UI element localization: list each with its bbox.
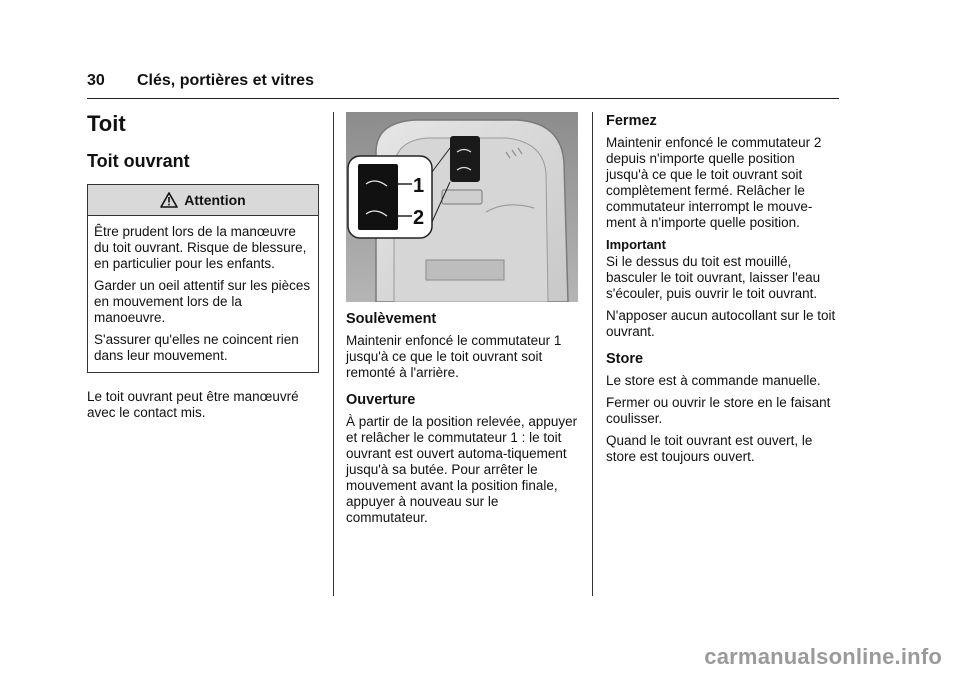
heading-soulevement: Soulèvement xyxy=(346,311,437,327)
attention-box xyxy=(87,184,319,373)
text-soulevement: Maintenir enfoncé le commutateur 1 jusqu'à ce que le toit ouvrant soit remonté à l'arrière. xyxy=(346,333,562,380)
attention-paragraph: Garder un oeil attentif sur les pièces en mouvement lors de la manoeuvre. xyxy=(94,278,311,325)
attention-paragraph: Être prudent lors de la manœuvre du toit ouvrant. Risque de blessure, en particulier pour les enfants. xyxy=(94,224,307,271)
column-divider-1 xyxy=(333,112,334,596)
sunroof-switch-illustration xyxy=(346,112,578,302)
heading-fermez: Fermez xyxy=(606,113,657,129)
important-label: Important xyxy=(606,237,666,252)
callout-1: 1 xyxy=(413,175,425,197)
column-divider-2 xyxy=(592,112,593,596)
warning-triangle-icon xyxy=(160,192,178,208)
watermark-text: carmanualsonline.info xyxy=(704,644,942,669)
text-fermez: Maintenir enfoncé le commutateur 2 depuis n'importe quelle position jusqu'à ce que le toit ouvrant soit complètement fermé. Relâcher le commutateur interrompt le mouve-ment à n'importe quelle position. xyxy=(606,135,822,230)
callout-2: 2 xyxy=(413,207,425,229)
text-store-1: Le store est à commande manuelle. xyxy=(606,373,821,388)
chapter-title: Clés, portières et vitres xyxy=(137,72,314,89)
section-title: Toit xyxy=(87,111,126,136)
attention-label: Attention xyxy=(184,192,246,208)
text-store-2: Fermer ou ouvrir le store en le faisant coulisser. xyxy=(606,395,831,426)
subsection-title: Toit ouvrant xyxy=(87,151,190,171)
text-store-3: Quand le toit ouvrant est ouvert, le store est toujours ouvert. xyxy=(606,433,813,464)
attention-header xyxy=(88,185,318,216)
text-ouverture: À partir de la position relevée, appuyer et relâcher le commutateur 1 : le toit ouvrant est ouvert automa-tiquement jusqu'à sa butée. Pour arrêter le mouvement avant la position finale, appuyer à nouveau sur le commutateur. xyxy=(346,414,578,525)
attention-body xyxy=(88,216,318,372)
page-number: 30 xyxy=(87,72,105,89)
heading-store: Store xyxy=(606,351,644,367)
column-2 xyxy=(346,112,578,532)
attention-paragraph: S'assurer qu'elles ne coincent rien dans leur mouvement. xyxy=(94,332,299,363)
body-text: Le toit ouvrant peut être manœuvré avec le contact mis. xyxy=(87,389,299,420)
important-text-1: Si le dessus du toit est mouillé, basculer le toit ouvrant, laisser l'eau s'écouler, puis ouvrir le toit ouvrant. xyxy=(606,254,821,301)
page-header xyxy=(87,72,839,99)
column-3 xyxy=(606,112,840,471)
important-text-2: N'apposer aucun autocollant sur le toit ouvrant. xyxy=(606,308,836,339)
heading-ouverture: Ouverture xyxy=(346,392,416,408)
column-1 xyxy=(87,112,319,427)
